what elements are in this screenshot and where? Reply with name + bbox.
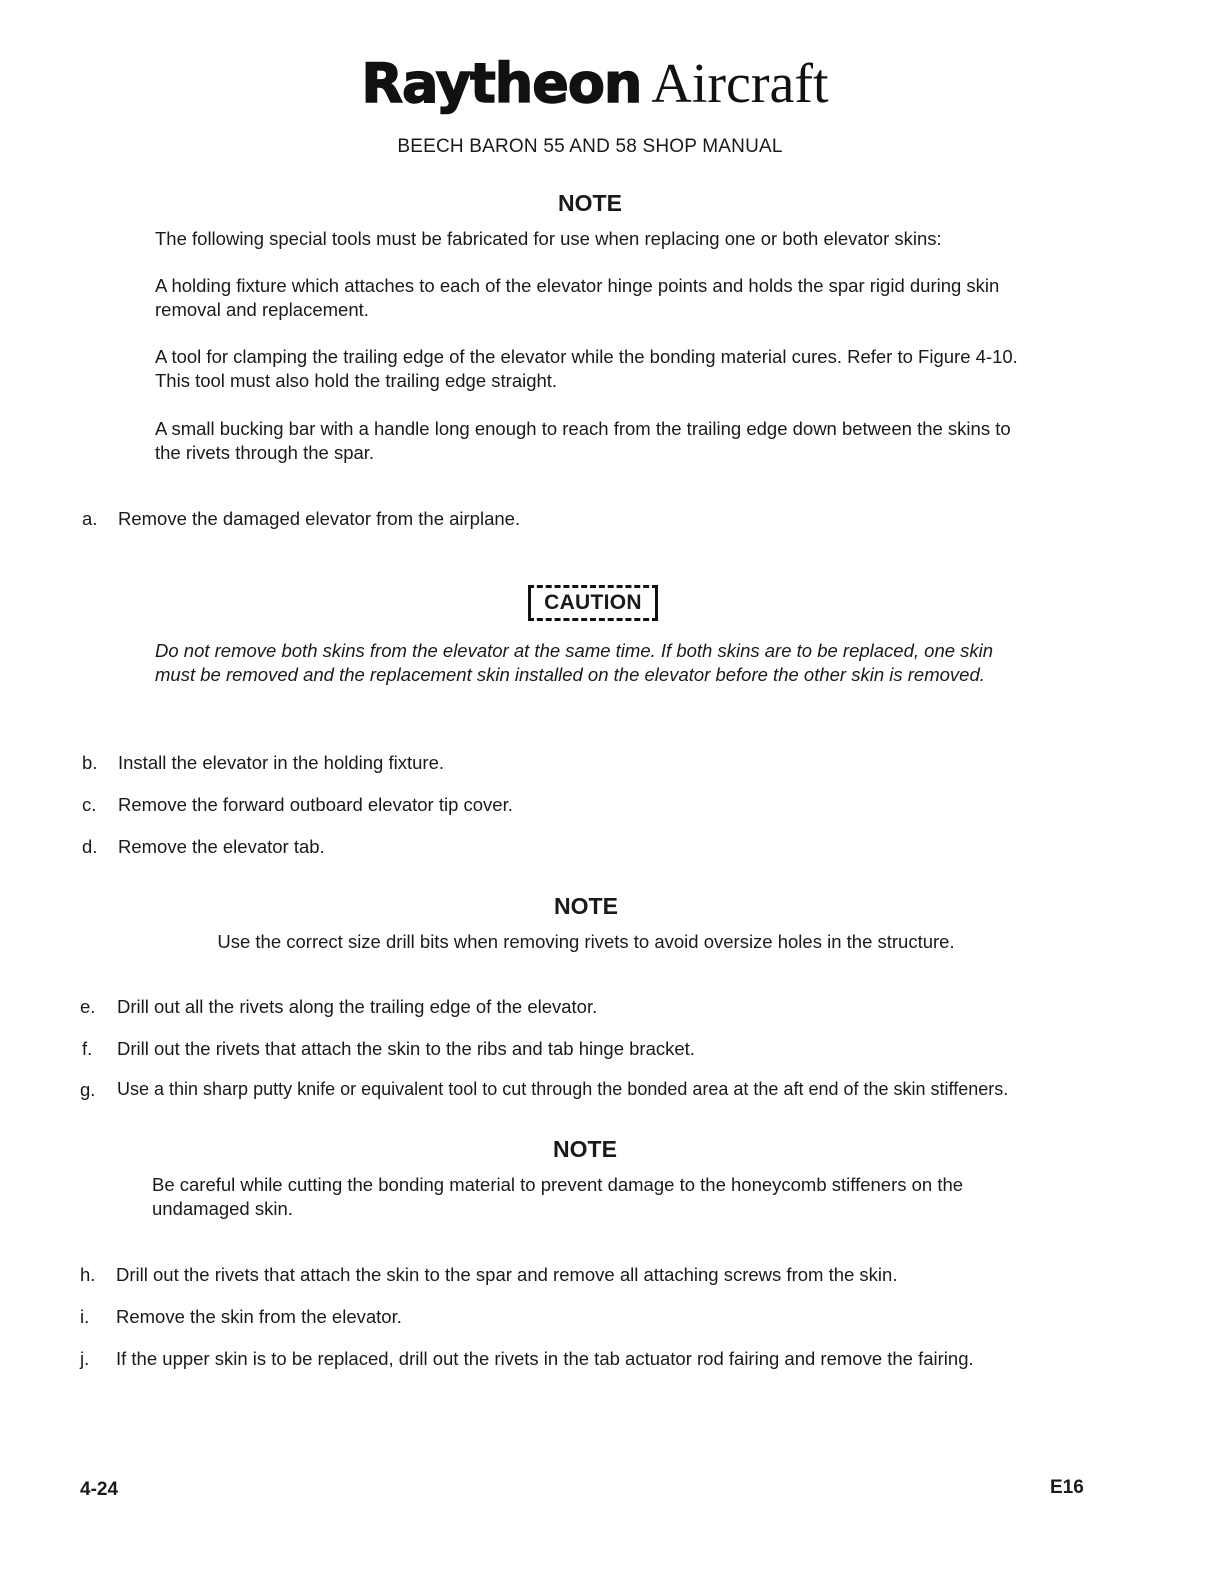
step-text: Drill out the rivets that attach the skin to the ribs and tab hinge bracket. [117,1038,695,1059]
step-letter: d. [82,836,98,857]
note-intro: The following special tools must be fabricated for use when replacing one or both elevator skins: [155,228,942,249]
brand-logo-bold: Raytheon [361,52,642,115]
step-text: Drill out all the rivets along the trailing edge of the elevator. [117,996,598,1017]
step-text: Remove the forward outboard elevator tip cover. [118,794,513,815]
step-letter: e. [80,996,96,1017]
manual-title: BEECH BARON 55 AND 58 SHOP MANUAL [397,136,783,157]
note-paragraph: A holding fixture which attaches to each of the elevator hinge points and holds the spar rigid during skin removal and replacement. [155,275,1000,320]
step-letter: g. [80,1079,96,1100]
step-letter: b. [82,752,98,773]
note-paragraph: A small bucking bar with a handle long enough to reach from the trailing edge down between the skins to the rivets through the spar. [155,418,1011,463]
page-number: 4-24 [80,1479,119,1500]
step-letter: i. [80,1306,90,1327]
step-text: Remove the skin from the elevator. [116,1306,402,1327]
step-letter: h. [80,1264,96,1285]
note-text: Use the correct size drill bits when removing rivets to avoid oversize holes in the structure. [217,931,955,952]
step-text: Remove the damaged elevator from the airplane. [118,508,521,529]
step-letter: j. [80,1348,90,1369]
step-letter: f. [82,1038,93,1059]
note-paragraph: A tool for clamping the trailing edge of the elevator while the bonding material cures. Refer to Figure 4-10. This tool must also hold the trailing edge straight. [155,346,1018,391]
step-text: Remove the elevator tab. [118,836,325,857]
step-text: Drill out the rivets that attach the skin to the spar and remove all attaching screws from the skin. [116,1264,898,1285]
note-text: Be careful while cutting the bonding material to prevent damage to the honeycomb stiffeners on the undamaged skin. [152,1174,964,1219]
step-letter: a. [82,508,98,529]
note-heading: NOTE [554,893,618,919]
step-text: Use a thin sharp putty knife or equivalent tool to cut through the bonded area at the aft end of the skin stiffeners. [117,1079,1009,1099]
note-heading: NOTE [553,1136,617,1162]
revision-code: E16 [1050,1477,1084,1498]
brand-logo [0,52,1190,116]
caution-label: CAUTION [528,585,658,621]
brand-logo-serif: Aircraft [651,53,829,115]
step-text: Install the elevator in the holding fixture. [118,752,444,773]
caution-text: Do not remove both skins from the elevator at the same time. If both skins are to be replaced, one skin must be removed and the replacement skin installed on the elevator before the other skin is removed. [155,640,994,685]
step-letter: c. [82,794,97,815]
note-heading: NOTE [558,190,622,216]
step-text: If the upper skin is to be replaced, drill out the rivets in the tab actuator rod fairing and remove the fairing. [116,1348,974,1369]
